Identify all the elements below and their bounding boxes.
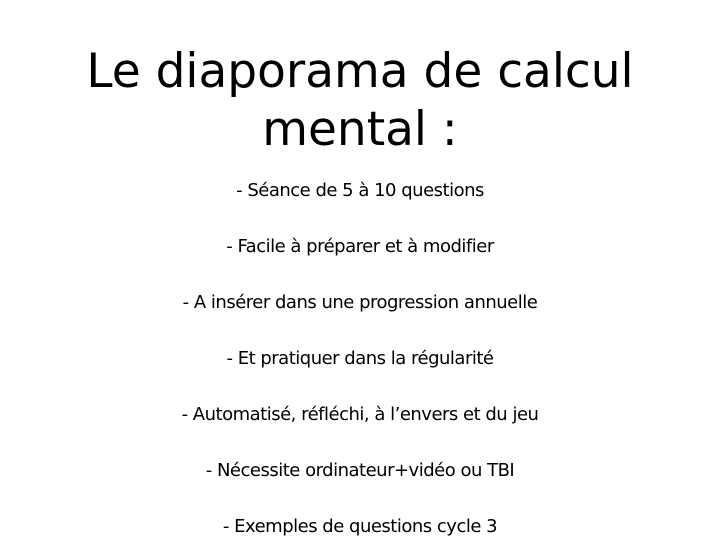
slide-title-line-1: Le diaporama de calcul [86,44,634,100]
bullet-list [0,163,720,555]
bullet-item-pratiquer: - Et pratiquer dans la régularité [226,348,494,369]
slide-title-line-2: mental : [262,102,458,158]
bullet-item-facile: - Facile à préparer et à modifier [226,236,494,257]
bullet-item-inserer: - A insérer dans une progression annuelle [182,292,538,313]
bullet-item-automatise: - Automatisé, réfléchi, à l’envers et du jeu [181,404,539,425]
slide-title [40,43,680,159]
bullet-item-seance: - Séance de 5 à 10 questions [236,180,484,201]
bullet-item-necessite: - Nécessite ordinateur+vidéo ou TBI [205,460,515,481]
bullet-item-exemples: - Exemples de questions cycle 3 [222,516,498,537]
